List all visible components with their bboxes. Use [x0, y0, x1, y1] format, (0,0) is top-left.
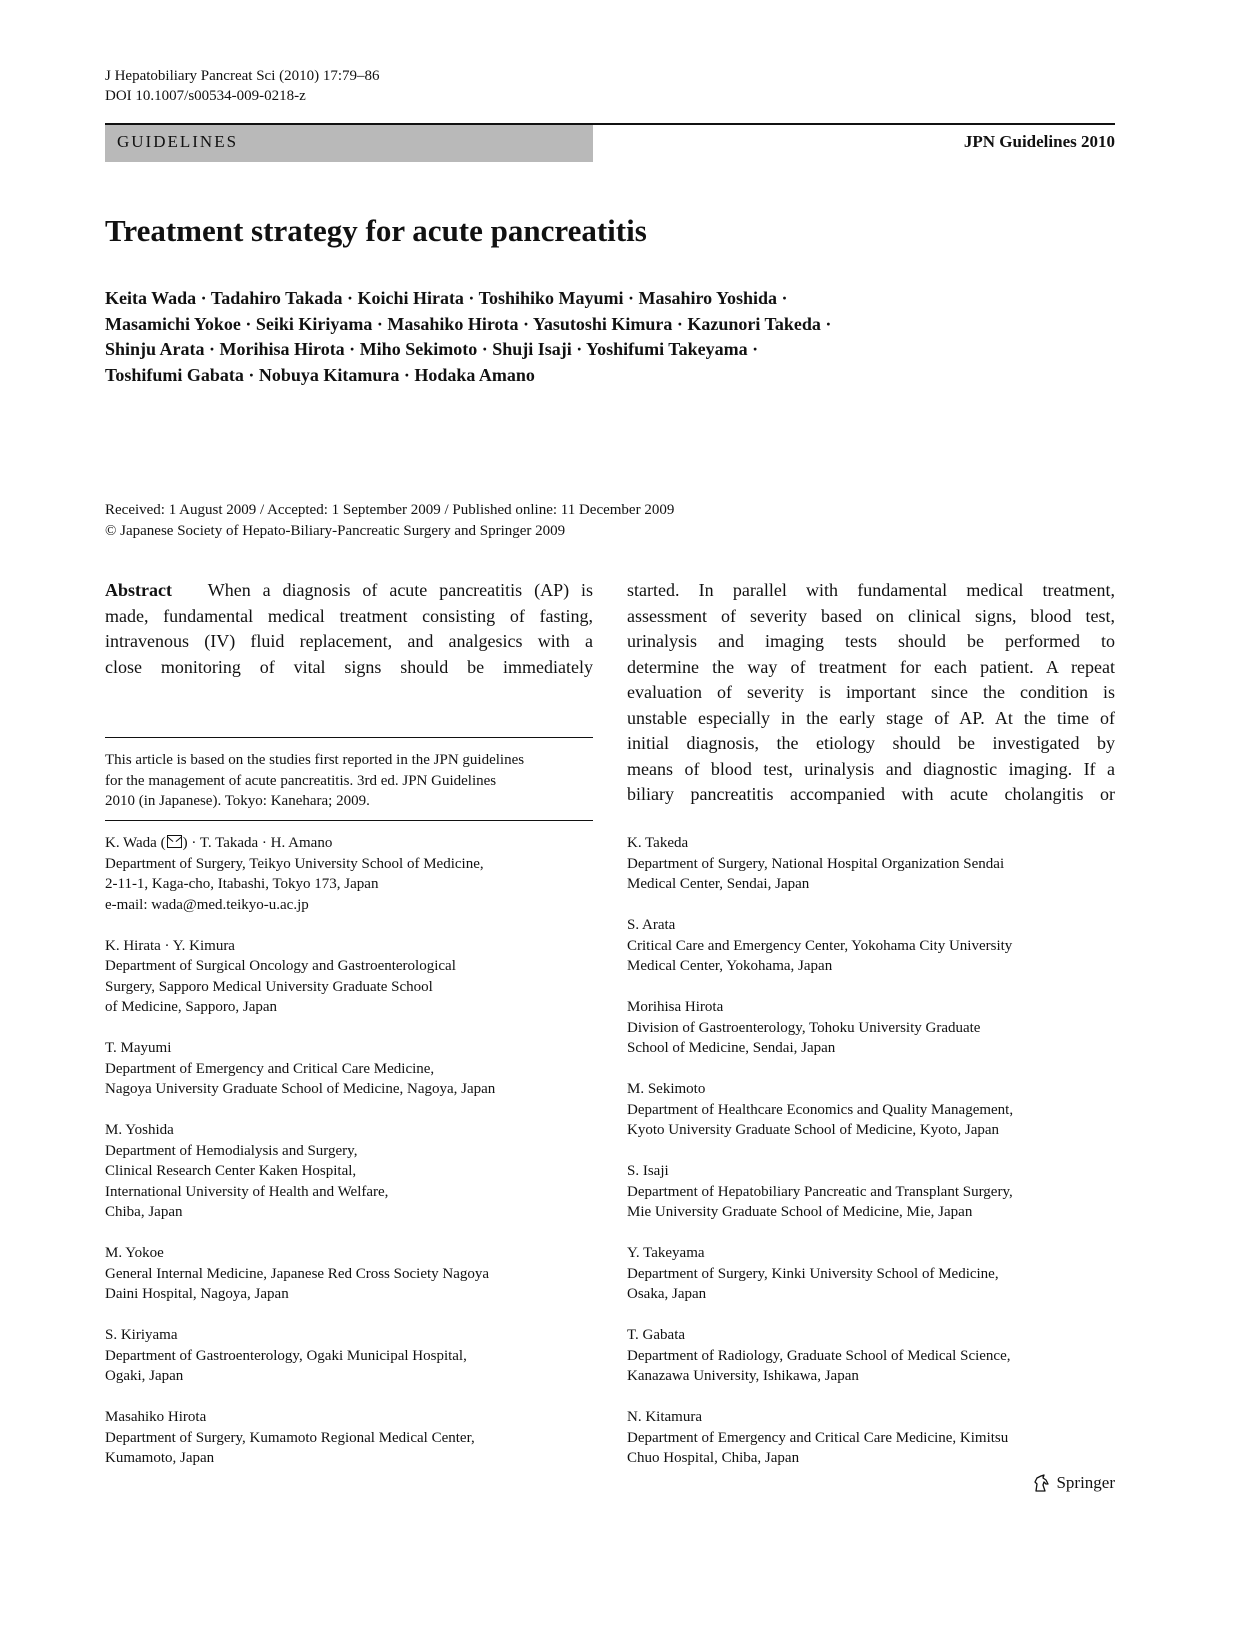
author-list — [105, 286, 831, 388]
abstract-text: When a diagnosis of acute pancreatitis (AP) is — [207, 580, 593, 600]
affiliation-line: Department of Hemodialysis and Surgery, — [105, 1142, 358, 1159]
footnote — [105, 750, 593, 812]
affiliation-line: Department of Surgery, Teikyo University School of Medicine, — [105, 855, 484, 872]
abstract-line: biliary pancreatitis accompanied with acute cholangitis or — [627, 784, 1115, 804]
affiliation-line: Department of Surgery, Kinki University School of Medicine, — [627, 1265, 999, 1282]
affiliation-line: Ogaki, Japan — [105, 1368, 184, 1384]
affiliation-names: M. Sekimoto — [627, 1081, 706, 1097]
affiliations-right — [627, 833, 1013, 1489]
abstract-line: made, fundamental medical treatment consisting of fasting, — [105, 605, 593, 626]
affiliation — [627, 1161, 1013, 1223]
footnote-rule-top — [105, 737, 593, 738]
journal-doi: DOI 10.1007/s00534-009-0218-z — [105, 88, 306, 104]
affiliation-names: K. Wada ( ) · T. Takada · H. Amano — [105, 835, 333, 851]
author-line: Masamichi Yokoe · Seiki Kiriyama · Masahiko Hirota · Yasutoshi Kimura · Kazunori Takeda · — [105, 313, 832, 334]
affiliation-line: Department of Surgical Oncology and Gastroenterological — [105, 958, 456, 974]
abstract-line: means of blood test, urinalysis and diagnostic imaging. If a — [627, 758, 1115, 779]
footnote-rule-bottom — [105, 820, 593, 821]
affiliation-line: Department of Surgery, National Hospital Organization Sendai — [627, 855, 1005, 872]
affiliation-line: Surgery, Sapporo Medical University Graduate School — [105, 978, 433, 995]
affiliation-names: N. Kitamura — [627, 1409, 702, 1425]
affiliation-names: S. Arata — [627, 917, 676, 933]
abstract-line: initial diagnosis, the etiology should be investigated by — [627, 733, 1115, 753]
affiliation — [627, 1243, 1013, 1305]
affiliation-names: S. Isaji — [627, 1163, 669, 1179]
footnote-line: This article is based on the studies first reported in the JPN guidelines — [105, 752, 525, 768]
affiliation-line: Department of Healthcare Economics and Quality Management, — [627, 1101, 1014, 1118]
journal-citation: J Hepatobiliary Pancreat Sci (2010) 17:79–86 — [105, 68, 380, 84]
affiliation-names: K. Takeda — [627, 835, 689, 851]
affiliation-line: Department of Radiology, Graduate School of Medical Science, — [627, 1347, 1011, 1364]
abstract-left-column — [105, 578, 593, 680]
affiliation — [105, 833, 495, 915]
affiliation-line: Kanazawa University, Ishikawa, Japan — [627, 1368, 859, 1384]
affiliation-line: School of Medicine, Sendai, Japan — [627, 1040, 836, 1056]
springer-horse-icon — [1032, 1473, 1052, 1493]
affiliation — [627, 997, 1013, 1059]
affiliation-line: Kyoto University Graduate School of Medicine, Kyoto, Japan — [627, 1122, 1000, 1138]
affiliation-names: Masahiko Hirota — [105, 1409, 207, 1425]
series-label: JPN Guidelines 2010 — [963, 132, 1115, 151]
email-envelope-icon — [167, 835, 182, 848]
affiliation — [627, 833, 1013, 895]
abstract-label: Abstract — [105, 580, 172, 600]
affiliation-line: Osaka, Japan — [627, 1286, 707, 1302]
affiliation — [627, 915, 1013, 977]
affiliation-line: Nagoya University Graduate School of Medicine, Nagoya, Japan — [105, 1081, 496, 1097]
author-line: Keita Wada · Tadahiro Takada · Koichi Hirata · Toshihiko Mayumi · Masahiro Yoshida · — [105, 288, 788, 308]
affiliation-line: Mie University Graduate School of Medicine, Mie, Japan — [627, 1204, 973, 1220]
abstract-line: started. In parallel with fundamental medical treatment, — [627, 580, 1115, 600]
affiliation — [105, 1038, 495, 1100]
affiliation-line: General Internal Medicine, Japanese Red Cross Society Nagoya — [105, 1265, 490, 1282]
affiliation-line: Chiba, Japan — [105, 1204, 183, 1220]
affiliation-names: Morihisa Hirota — [627, 999, 724, 1015]
affiliation — [627, 1079, 1013, 1141]
affiliation — [627, 1325, 1013, 1387]
affiliation-names: T. Mayumi — [105, 1040, 172, 1056]
abstract-right-column — [627, 578, 1115, 808]
abstract-line: evaluation of severity is important since the condition is — [627, 682, 1115, 702]
affiliation-line: Kumamoto, Japan — [105, 1450, 215, 1466]
affiliation-line: Department of Emergency and Critical Care Medicine, — [105, 1060, 435, 1077]
affiliation — [105, 1243, 495, 1305]
publisher-logo — [1032, 1473, 1115, 1493]
author-line: Shinju Arata · Morihisa Hirota · Miho Sekimoto · Shuji Isaji · Yoshifumi Takeyama · — [105, 339, 759, 359]
affiliation — [627, 1407, 1013, 1469]
affiliation-line: of Medicine, Sapporo, Japan — [105, 999, 278, 1015]
affiliation-line: International University of Health and Welfare, — [105, 1183, 389, 1200]
affiliation-names: Y. Takeyama — [627, 1245, 705, 1261]
journal-header — [105, 66, 380, 106]
abstract-line — [105, 578, 593, 604]
affiliation — [105, 1120, 495, 1223]
affiliation-line: 2-11-1, Kaga-cho, Itabashi, Tokyo 173, Japan — [105, 876, 379, 892]
article-title: Treatment strategy for acute pancreatitis — [105, 213, 647, 248]
abstract-line: determine the way of treatment for each patient. A repeat — [627, 656, 1115, 677]
abstract-line: urinalysis and imaging tests should be performed to — [627, 631, 1115, 651]
affiliation-line: Medical Center, Yokohama, Japan — [627, 958, 833, 974]
affiliation-names: T. Gabata — [627, 1327, 686, 1343]
abstract-line: assessment of severity based on clinical signs, blood test, — [627, 605, 1115, 626]
publisher-name: Springer — [1056, 1473, 1115, 1492]
affiliation-line: Daini Hospital, Nagoya, Japan — [105, 1286, 289, 1302]
affiliation-line: Chuo Hospital, Chiba, Japan — [627, 1450, 800, 1466]
affiliations-left — [105, 833, 495, 1489]
affiliation — [105, 1407, 495, 1469]
affiliation-line: Medical Center, Sendai, Japan — [627, 876, 810, 892]
affiliation-line: Clinical Research Center Kaken Hospital, — [105, 1163, 357, 1179]
footnote-line: for the management of acute pancreatitis. 3rd ed. JPN Guidelines — [105, 772, 497, 789]
email-link[interactable]: e-mail: wada@med.teikyo-u.ac.jp — [105, 896, 309, 913]
abstract-line: unstable especially in the early stage of AP. At the time of — [627, 707, 1115, 728]
affiliation — [105, 936, 495, 1018]
affiliation-line: Department of Surgery, Kumamoto Regional Medical Center, — [105, 1429, 475, 1446]
affiliation-names: K. Hirata · Y. Kimura — [105, 937, 235, 954]
received-dates: Received: 1 August 2009 / Accepted: 1 September 2009 / Published online: 11 December 2009 — [105, 502, 675, 518]
affiliation-names: M. Yokoe — [105, 1245, 164, 1261]
affiliation-names: S. Kiriyama — [105, 1327, 178, 1343]
affiliation — [105, 1325, 495, 1387]
affiliation-line: Department of Emergency and Critical Care Medicine, Kimitsu — [627, 1429, 1009, 1446]
footnote-line: 2010 (in Japanese). Tokyo: Kanehara; 2009. — [105, 793, 370, 809]
copyright: © Japanese Society of Hepato-Biliary-Pancreatic Surgery and Springer 2009 — [105, 522, 566, 539]
publication-dates — [105, 500, 674, 541]
abstract-line: intravenous (IV) fluid replacement, and analgesics with a — [105, 631, 593, 651]
author-line: Toshifumi Gabata · Nobuya Kitamura · Hodaka Amano — [105, 364, 535, 385]
affiliation-line: Critical Care and Emergency Center, Yokohama City University — [627, 937, 1013, 954]
affiliation-line: Department of Gastroenterology, Ogaki Municipal Hospital, — [105, 1347, 467, 1364]
abstract-line: close monitoring of vital signs should be immediately — [105, 656, 593, 677]
affiliation-line: Department of Hepatobiliary Pancreatic and Transplant Surgery, — [627, 1183, 1013, 1200]
section-label: GUIDELINES — [117, 132, 239, 151]
affiliation-line: Division of Gastroenterology, Tohoku University Graduate — [627, 1019, 981, 1036]
affiliation-names: M. Yoshida — [105, 1122, 174, 1138]
